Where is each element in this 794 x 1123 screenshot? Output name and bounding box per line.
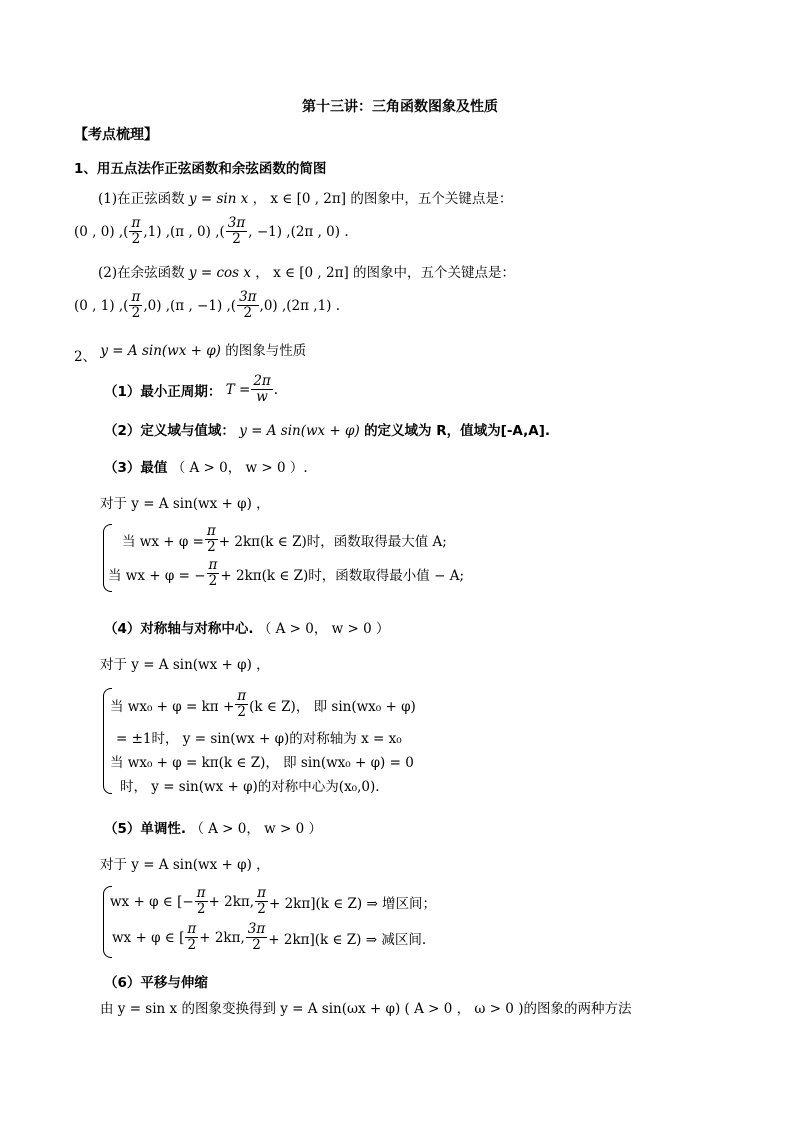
fraction: $\frac{\pi}{2}$ — [237, 688, 247, 720]
s2-heading: 2、 y = A sin(wx + φ) 的图象与性质 — [74, 343, 307, 365]
s2-p3-for: 对于 y = A sin(wx + φ) ， — [100, 496, 270, 512]
fraction: $\frac{\pi}{2}$ — [131, 215, 141, 247]
s2-p5-for: 对于 y = A sin(wx + φ) ， — [100, 857, 270, 873]
fraction: $\frac{3\pi}{2}$ — [247, 921, 266, 953]
s1-p2-points: (0 , 1) ,( $\frac{\pi}{2}$ ,0) ,(π , −1) ,( $\frac{3\pi}{2}$ ,0) ,(2π ,1) . — [74, 289, 341, 321]
s2-p4-for: 对于 y = A sin(wx + φ) ， — [100, 657, 270, 673]
s2-p5-inc: wx + φ ∈ [− $\frac{\pi}{2}$ + 2kπ, $\frac{\pi}{2}$ + 2kπ](k ∈ Z) ⇒ 增区间； — [110, 885, 437, 917]
s2-p5: （5）单调性. （ A > 0， w > 0 ） — [104, 821, 322, 837]
s1-p1-points: (0 , 0) ,( $\frac{\pi}{2}$ ,1) ,(π , 0) ,( $\frac{3\pi}{2}$ , −1) ,(2π , 0) . — [74, 215, 349, 247]
s2-p6-text: 由 y = sin x 的图象变换得到 y = A sin(ωx + φ) ( A > 0 ， ω > 0 )的图象的两种方法 — [100, 1001, 632, 1017]
s1-heading: 1、用五点法作正弦函数和余弦函数的简图 — [74, 161, 327, 177]
s2-p4-b: = ±1时， y = sin(wx + φ)的对称轴为 x = x₀ — [116, 731, 402, 747]
s2-p4-d: 时， y = sin(wx + φ)的对称中心为(x₀,0). — [120, 779, 380, 795]
fraction: $\frac{\pi}{2}$ — [196, 885, 206, 917]
s1-p1: (1)在正弦函数 y = sin x ， x ∈ [0 , 2π] 的图象中，五个关键点是： — [98, 191, 513, 207]
fraction: $\frac{\pi}{2}$ — [208, 557, 218, 589]
fraction: $\frac{\pi}{2}$ — [187, 921, 197, 953]
s2-p3: （3）最值 （ A > 0， w > 0 ）. — [104, 460, 308, 476]
s2-p5-dec: wx + φ ∈ [ $\frac{\pi}{2}$ + 2kπ, $\frac{3\pi}{2}$ + 2kπ](k ∈ Z) ⇒ 减区间. — [112, 921, 427, 953]
s2-p4-a: 当 wx₀ + φ = kπ + $\frac{\pi}{2}$ (k ∈ Z)， 即 sin(wx₀ + φ) — [110, 688, 416, 720]
s2-p2: （2）定义域与值域： y = A sin(wx + φ) 的定义域为 R，值域为[-A,A]. — [104, 423, 551, 439]
page-title: 第十三讲：三角函数图象及性质 — [302, 99, 498, 115]
s2-p3-max: 当 wx + φ = $\frac{\pi}{2}$ + 2kπ(k ∈ Z)时，函数取得最大值 A; — [122, 523, 447, 555]
fraction: $\frac{\pi}{2}$ — [206, 523, 216, 555]
s2-p4: （4）对称轴与对称中心. （ A > 0， w > 0 ） — [104, 621, 390, 637]
s2-p4-c: 当 wx₀ + φ = kπ(k ∈ Z)， 即 sin(wx₀ + φ) = 0 — [110, 755, 414, 771]
s2-p3-min: 当 wx + φ = − $\frac{\pi}{2}$ + 2kπ(k ∈ Z)时，函数取得最小值 − A; — [108, 557, 464, 589]
fraction: $\frac{2\pi}{w}$ — [253, 373, 271, 405]
s2-p1: （1）最小正周期： T = $\frac{2\pi}{w}$ . — [104, 373, 279, 405]
fraction: $\frac{3\pi}{2}$ — [227, 215, 246, 247]
fraction: $\frac{\pi}{2}$ — [257, 885, 266, 917]
s1-p2: (2)在余弦函数 y = cos x ， x ∈ [0 , 2π] 的图象中，五个关键点是： — [98, 265, 516, 281]
fraction: $\frac{3\pi}{2}$ — [239, 289, 257, 321]
section-heading: 【考点梳理】 — [74, 127, 158, 143]
fraction: $\frac{\pi}{2}$ — [131, 289, 141, 321]
s2-p6: （6）平移与伸缩 — [104, 975, 208, 991]
